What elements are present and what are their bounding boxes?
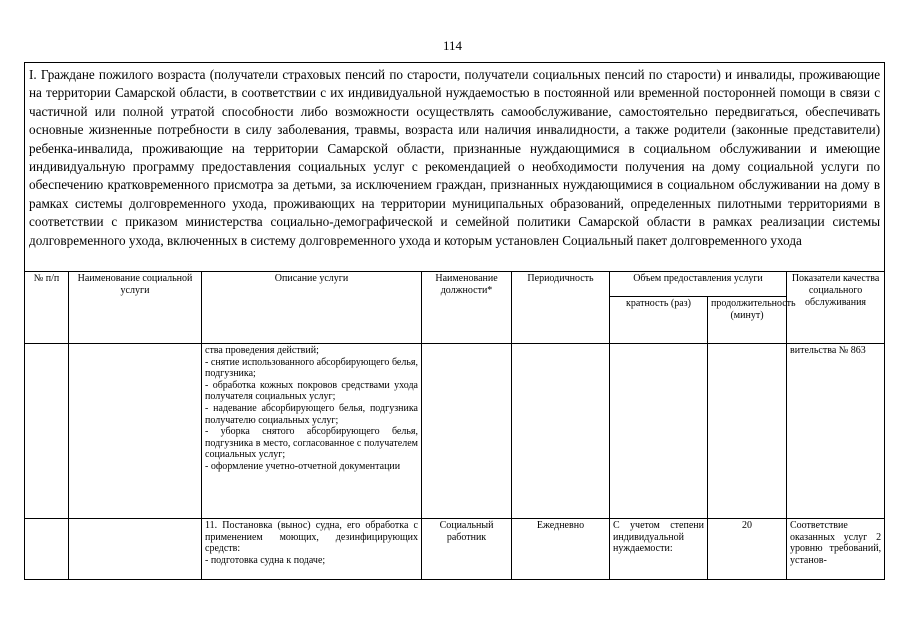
category-intro: I. Граждане пожилого возраста (получатели страховых пенсий по старости, получатели социальных пенсий по старости) и инвалиды, проживающие на территории Самарской области, в соответствии с их индивидуальной нуждаемостью в постоянной или временной посторонней помощи в связи с частичной или полной утратой способности либо возможности осуществлять самообслуживание, самостоятельно передвигаться, обеспечивать основные жизненные потребности в силу заболевания, травмы, возраста или наличия инвалидности, а также родители (законные представители) ребенка-инвалида, проживающие на территории Самарской области, признанные нуждающимися в социальном обслуживании и имеющие индивидуальную программу предоставления социальных услуг с рекомендацией о необходимости получения на дому социальной услуги по обеспечению кратковременного присмотра за детьми, за исключением граждан, признанных нуждающимися в социальном обслуживании на дому в рамках системы долговременного ухода, проживающих на территории муниципальных образований, определенных пилотными территориями в соответствии с приказом министерства социально-демографической и семейной политики Самарской области в рамках реализации системы долговременного ухода, включенных в систему долговременного ухода и которым установлен Социальный пакет долговременного ухода <box>25 63 885 272</box>
header-periodicity: Периодичность <box>512 272 610 344</box>
services-table <box>24 62 885 580</box>
header-position: Наименование должности* <box>422 272 512 344</box>
header-multiplicity: кратность (раз) <box>610 297 708 344</box>
row-num <box>25 344 69 519</box>
description-line: - оформление учетно-отчетной документации <box>205 460 401 472</box>
row-multiplicity: С учетом степени индивидуальной нуждаемости: <box>610 519 708 580</box>
header-duration: продолжительность (минут) <box>708 297 787 344</box>
row-num <box>25 519 69 580</box>
row-service-name <box>69 344 202 519</box>
row-quality: вительства № 863 <box>787 344 885 519</box>
row-description <box>202 344 422 519</box>
table-row <box>25 519 885 580</box>
header-volume: Объем предоставления услуги <box>610 272 787 297</box>
row-position: Социальный работник <box>422 519 512 580</box>
row-description <box>202 519 422 580</box>
header-service-name: Наименование социальной услуги <box>69 272 202 344</box>
header-num: № п/п <box>25 272 69 344</box>
description-line: - подготовка судна к подаче; <box>205 554 326 566</box>
header-description: Описание услуги <box>202 272 422 344</box>
description-line: 11. Постановка (вынос) судна, его обработка с применением моющих, дезинфицирующих средств: <box>205 520 418 555</box>
table-row <box>25 344 885 519</box>
description-line: - обработка кожных покровов средствами ухода получателя социальных услуг; <box>205 379 418 403</box>
row-multiplicity <box>610 344 708 519</box>
row-quality: Соответствие оказанных услуг 2 уровню требований, установ- <box>787 519 885 580</box>
description-line: - снятие использованного абсорбирующего белья, подгузника; <box>205 356 418 380</box>
page-number: 114 <box>442 38 463 53</box>
row-duration: 20 <box>708 519 787 580</box>
row-periodicity <box>512 344 610 519</box>
header-quality: Показатели качества социального обслуживания <box>787 272 885 344</box>
row-position <box>422 344 512 519</box>
row-periodicity: Ежедневно <box>512 519 610 580</box>
description-line: - уборка снятого абсорбирующего белья, подгузника в место, согласованное с получателем социальных услуг; <box>205 426 418 461</box>
description-line: - надевание абсорбирующего белья, подгузника получателю социальных услуг; <box>205 402 418 426</box>
row-service-name <box>69 519 202 580</box>
description-line: ства проведения действий; <box>205 345 319 356</box>
row-duration <box>708 344 787 519</box>
